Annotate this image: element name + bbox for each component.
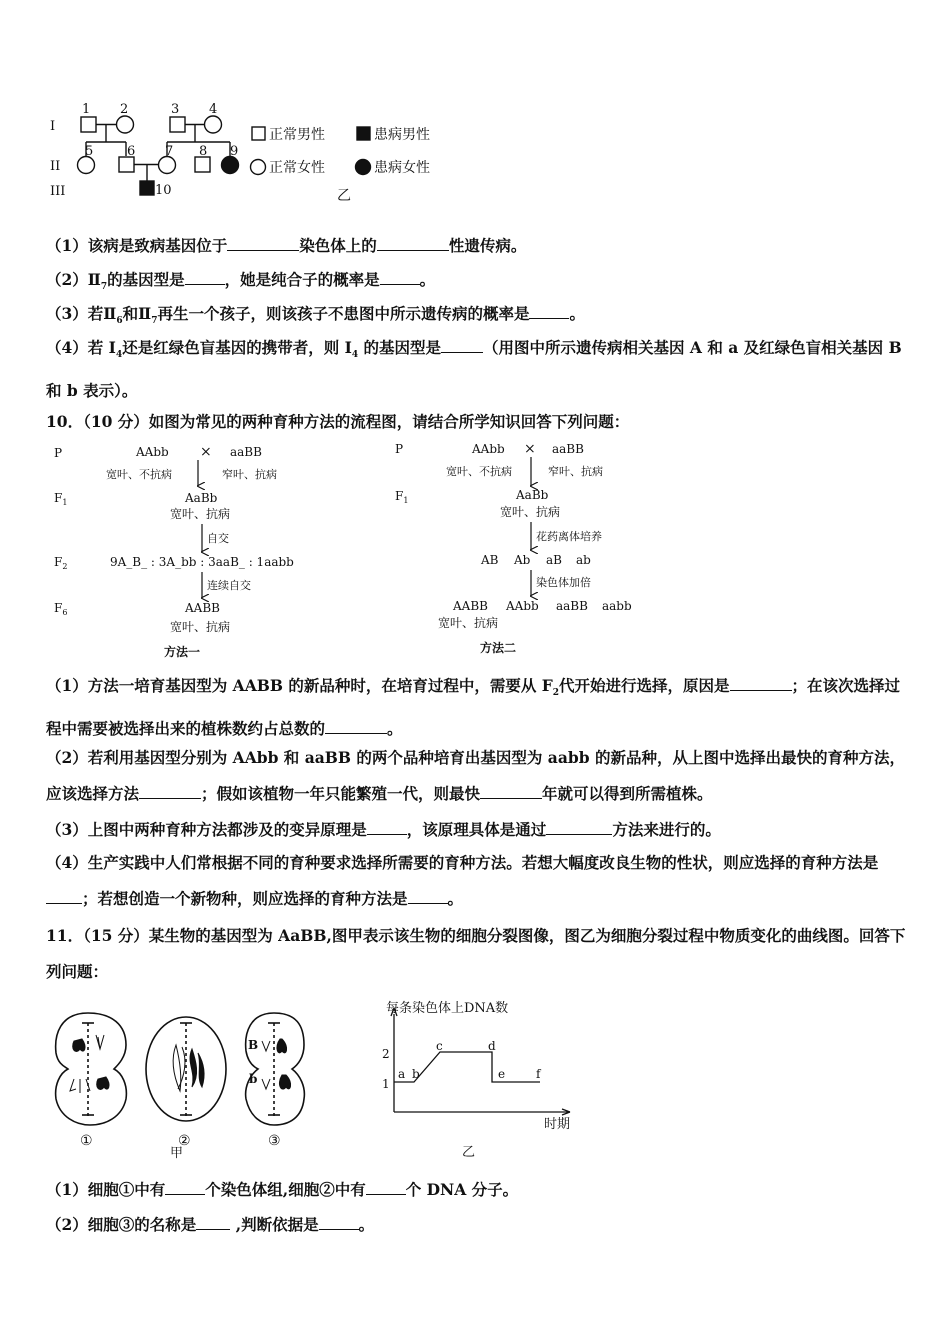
cell-1-membrane (56, 1013, 127, 1125)
legend-affected-male-icon (357, 127, 370, 140)
cell-3-membrane (246, 1013, 305, 1125)
m2-gamete: aB (546, 553, 562, 567)
individual-number: 6 (127, 144, 136, 159)
m2-parent-right: aaBB (552, 442, 584, 456)
chromosome-icon (198, 1053, 204, 1087)
answer-blank[interactable] (408, 889, 448, 904)
q10-part1: （1）方法一培育基因型为 AABB 的新品种时，在培育过程中，需要从 $F_2$代开始进行选择，原因是 ；在该次选择过程中需要被选择出来的植株数约占总数的 。 (46, 676, 901, 739)
m2-f1-trait: 宽叶、抗病 (500, 505, 561, 519)
answer-blank[interactable] (377, 236, 449, 251)
answer-blank[interactable] (196, 1215, 230, 1230)
point-label: e (498, 1067, 506, 1081)
m2-trait-left: 宽叶、不抗病 (446, 465, 512, 478)
legend-normal-male-icon (252, 127, 265, 140)
q11-heading: 11．（15 分）某生物的基因型为 AaBB,图甲表示该生物的细胞分裂图像，图乙为细胞分裂过程中物质变化的曲线图。回答下列问题： (46, 926, 906, 981)
m2-step-anther: 花药离体培养 (536, 530, 602, 543)
q9-part4: （4）若 $I_4$还是红绿色盲基因的携带者，则 $I_4$ 的基因型是 （用图中所示遗传病相关基因 A 和 a 及红绿色盲相关基因 B 和 b 表示）。 (46, 338, 902, 401)
pedigree-individual-5 (78, 157, 95, 174)
cell-number: ② (178, 1133, 191, 1149)
individual-number: 8 (199, 144, 208, 159)
legend-affected-female: 患病女性 (374, 160, 430, 176)
m2-parent-left: AAbb (472, 442, 505, 456)
answer-blank[interactable] (319, 1215, 359, 1230)
pedigree-individual-2 (117, 116, 134, 133)
m1-trait-left: 宽叶、不抗病 (106, 468, 172, 481)
gen-label-f1-2: $F_1$ (395, 489, 409, 505)
legend-normal-female: 正常女性 (269, 160, 325, 176)
individual-number: 2 (120, 102, 129, 117)
graph-xlabel: 时期 (544, 1117, 571, 1132)
m1-parent-left: AAbb (136, 445, 169, 459)
m1-f2-ratio: 9A_B_ : 3A_bb : 3aaB_ : 1aabb (110, 555, 294, 569)
m2-step-double: 染色体加倍 (536, 576, 591, 589)
legend-normal-male: 正常男性 (269, 127, 325, 143)
q10-part2: （2）若利用基因型分别为 AAbb 和 aaBB 的两个品种培育出基因型为 aabb 的新品种，从上图中选择出最快的育种方法，应该选择方法 ；假如该植物一年只能繁殖一代，则最快 年就可以得到所需植株。 (46, 748, 905, 803)
pedigree-individual-9 (222, 157, 239, 174)
legend-normal-female-icon (251, 160, 266, 175)
breeding-flowchart (40, 434, 660, 664)
point-label: b (412, 1067, 420, 1081)
pedigree-individual-10 (140, 181, 154, 195)
answer-blank[interactable] (529, 304, 569, 319)
m2-trait-right: 窄叶、抗病 (548, 465, 603, 478)
chromosome-icon (73, 1039, 85, 1051)
pedigree-individual-4 (205, 116, 222, 133)
answer-blank[interactable] (546, 820, 612, 835)
m2-gamete: Ab (514, 553, 531, 567)
pedigree-individual-7 (159, 157, 176, 174)
chromosome-icon (277, 1039, 287, 1053)
m2-final: aabb (602, 599, 632, 613)
pedigree-individual-6 (119, 157, 134, 172)
y-tick: 1 (382, 1077, 390, 1091)
q11-part1: （1）细胞①中有 个染色体组,细胞②中有 个 DNA 分子。 (46, 1180, 519, 1199)
answer-blank[interactable] (227, 236, 299, 251)
generation-label: I (50, 119, 56, 134)
gen-label-p2: P (395, 442, 404, 456)
answer-blank[interactable] (325, 719, 387, 734)
pedigree-caption: 乙 (337, 188, 351, 204)
cell-number: ③ (268, 1133, 281, 1149)
answer-blank[interactable] (46, 889, 82, 904)
graph-ylabel: 每条染色体上DNA数 (386, 1001, 509, 1016)
legend-affected-male: 患病男性 (374, 127, 430, 143)
individual-number: 10 (155, 183, 172, 198)
legend-affected-female-icon (356, 160, 371, 175)
m1-f6-genotype: AABB (185, 601, 220, 615)
m1-step-self: 自交 (207, 532, 229, 545)
y-tick: 2 (382, 1047, 390, 1061)
q10-heading: 10．（10 分）如图为常见的两种育种方法的流程图，请结合所学知识回答下列问题： (46, 412, 630, 431)
answer-blank[interactable] (139, 784, 201, 799)
answer-blank[interactable] (366, 1180, 406, 1195)
pedigree-individual-3 (170, 117, 185, 132)
answer-blank[interactable] (367, 820, 407, 835)
figure-jia-caption: 甲 (170, 1146, 184, 1161)
cross-symbol: × (200, 444, 212, 460)
point-label: c (436, 1039, 443, 1053)
cell-number: ① (80, 1133, 93, 1149)
method2-caption: 方法二 (480, 641, 517, 655)
pedigree-figure (40, 96, 460, 208)
method1-caption: 方法一 (164, 645, 201, 659)
pedigree-individual-8 (195, 157, 210, 172)
generation-label: II (50, 159, 61, 174)
generation-label: III (50, 184, 66, 199)
m1-f6-trait: 宽叶、抗病 (170, 620, 231, 634)
q9-part2: $(2)Ⅱ_7$的基因型是 ，她是纯合子的概率是 。 (46, 270, 436, 293)
individual-number: 5 (85, 144, 94, 159)
individual-number: 7 (165, 144, 174, 159)
m2-final: aaBB (556, 599, 588, 613)
q11-part2: （2）细胞③的名称是 ,判断依据是 。 (46, 1215, 375, 1234)
gen-label-f1: $F_1$ (54, 491, 68, 507)
m2-final-trait: 宽叶、抗病 (438, 616, 499, 630)
q10-part3: （3）上图中两种育种方法都涉及的变异原理是 ，该原理具体是通过 方法来进行的。 (46, 820, 721, 839)
m1-parent-right: aaBB (230, 445, 262, 459)
m2-final: AABB (453, 599, 488, 613)
chromosome-icon (190, 1049, 197, 1087)
graph-caption: 乙 (462, 1145, 476, 1160)
gen-label-p: P (54, 446, 63, 460)
m1-trait-right: 窄叶、抗病 (222, 468, 277, 481)
answer-blank[interactable] (185, 270, 225, 285)
q9-part3: （3）若$Ⅱ_6$和$Ⅱ_7$再生一个孩子，则该孩子不患图中所示遗传病的概率是 。 (46, 304, 585, 327)
answer-blank[interactable] (441, 338, 483, 353)
dna-graph (374, 994, 584, 1164)
individual-number: 3 (171, 102, 180, 117)
pedigree-individual-1 (81, 117, 96, 132)
m1-f1-trait: 宽叶、抗病 (170, 507, 231, 521)
answer-blank[interactable] (480, 784, 542, 799)
m2-gamete: ab (576, 553, 591, 567)
answer-blank[interactable] (380, 270, 420, 285)
m2-f1-genotype: AaBb (516, 488, 549, 502)
answer-blank[interactable] (165, 1180, 205, 1195)
m2-gamete: AB (481, 553, 499, 567)
q9-part1: （1）该病是致病基因位于 染色体上的 性遗传病。 (46, 236, 527, 255)
gen-label-f6: $F_6$ (54, 601, 68, 617)
m1-f1-genotype: AaBb (185, 491, 218, 505)
point-label: d (488, 1039, 496, 1053)
gen-label-f2: $F_2$ (54, 555, 68, 571)
allele-label: B (248, 1038, 259, 1052)
individual-number: 1 (82, 102, 91, 117)
m2-final: AAbb (506, 599, 539, 613)
point-label: f (536, 1067, 541, 1081)
cross-symbol: × (524, 441, 536, 457)
q10-part4: （4）生产实践中人们常根据不同的育种要求选择所需要的育种方法。若想大幅度改良生物的性状，则应选择的育种方法是；若想创造一个新物种，则应选择的育种方法是 。 (46, 853, 879, 908)
answer-blank[interactable] (730, 676, 792, 691)
cell-division-figure (46, 1005, 346, 1165)
individual-number: 4 (209, 102, 218, 117)
chromosome-icon (97, 1077, 109, 1089)
point-label: a (398, 1067, 406, 1081)
allele-label: b (249, 1072, 258, 1086)
chromosome-icon (279, 1075, 290, 1089)
individual-number: 9 (230, 144, 239, 159)
m1-step-continuous: 连续自交 (207, 579, 251, 592)
cell-2-membrane (146, 1017, 226, 1121)
